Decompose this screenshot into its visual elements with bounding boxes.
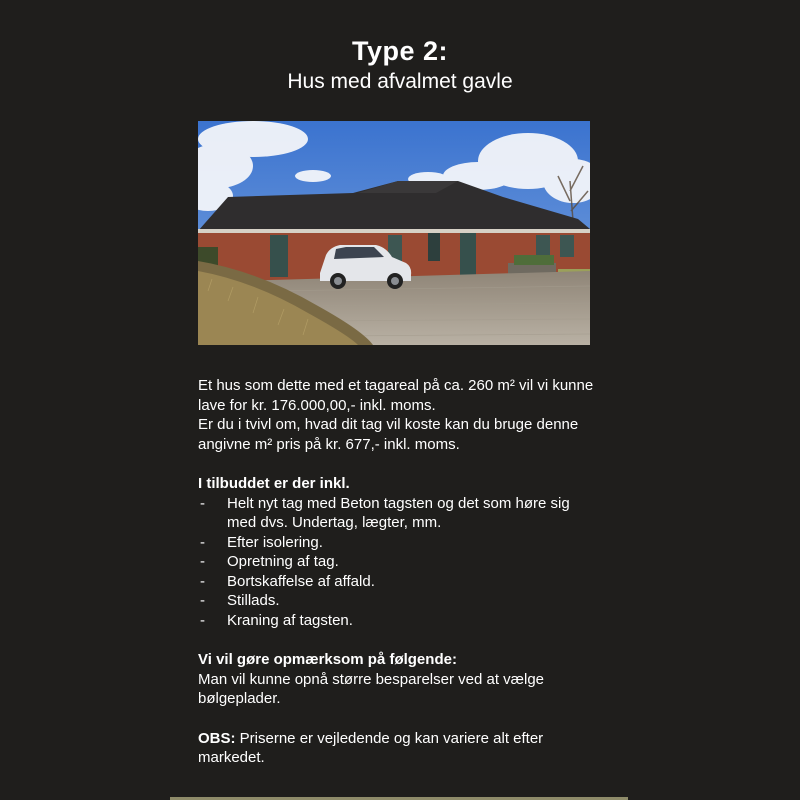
page-title: Type 2: [351, 36, 449, 66]
list-item [198, 591, 598, 611]
spacer [198, 709, 598, 729]
list-item [198, 611, 598, 631]
page-subtitle: Hus med afvalmet gavle [287, 70, 513, 93]
bullet-dash: - [200, 553, 205, 570]
house-photo-illustration [198, 121, 590, 345]
spacer [198, 454, 598, 474]
list-item [198, 494, 598, 533]
included-list [198, 494, 598, 631]
intro-text: Et hus som dette med et tagareal på ca. 260 m² vil vi kunne lave for kr. 176.000,00,- inkl. moms. [198, 377, 594, 414]
obs-note [198, 729, 598, 768]
bullet-dash: - [200, 494, 205, 512]
list-item [198, 572, 598, 592]
included-heading: I tilbuddet er der inkl. [198, 475, 350, 492]
notice-heading: Vi vil gøre opmærksom på følgende: [198, 651, 457, 668]
obs-text: Priserne er vejledende og kan variere alt efter markedet. [198, 729, 544, 766]
notice-text: Man vil kunne opnå større besparelser ved at vælge bølgeplader. [198, 670, 545, 707]
obs-label: OBS: [198, 729, 236, 747]
list-item-text: Kraning af tagsten. [227, 611, 353, 629]
bullet-dash: - [200, 533, 205, 551]
intro-text-price-per-m2: Er du i tvivl om, hvad dit tag vil koste kan du bruge denne angivne m² pris på kr. 677,- inkl. moms. [198, 416, 579, 453]
house-photo [198, 121, 590, 345]
offer-description [198, 376, 598, 768]
spacer [198, 630, 598, 650]
list-item-text: Stillads. [227, 592, 280, 609]
bullet-dash: - [200, 572, 205, 590]
list-item-text: Opretning af tag. [227, 553, 339, 570]
header [0, 34, 800, 96]
list-item-text: Bortskaffelse af affald. [227, 572, 375, 590]
bullet-dash: - [200, 611, 205, 629]
list-item [198, 533, 598, 553]
list-item-text: Efter isolering. [227, 533, 323, 551]
list-item-text: Helt nyt tag med Beton tagsten og det som høre sig med dvs. Undertag, lægter, mm. [227, 494, 570, 531]
bullet-dash: - [200, 592, 205, 609]
list-item [198, 552, 598, 572]
